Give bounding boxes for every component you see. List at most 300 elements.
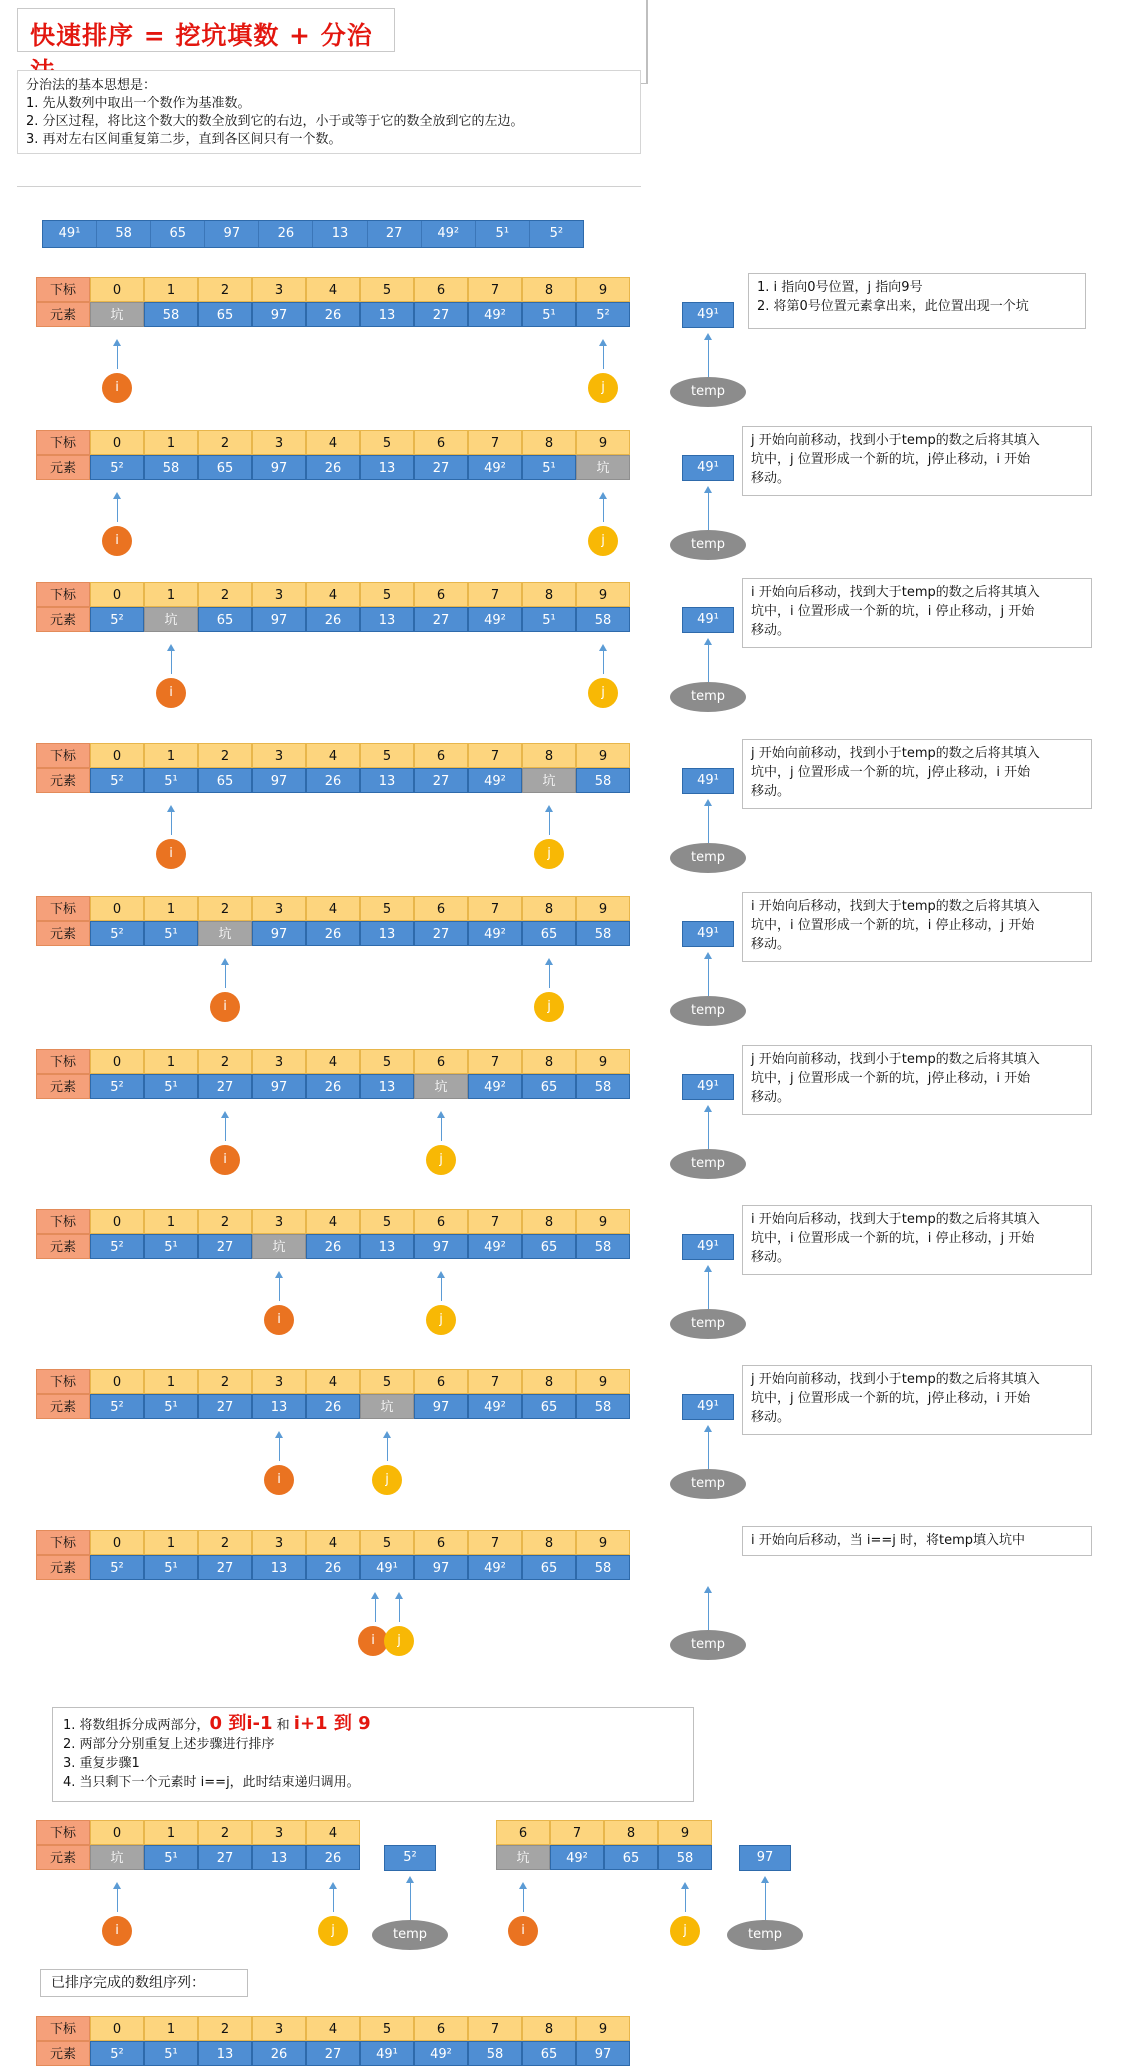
index-cell: 7 bbox=[468, 430, 522, 455]
temp-label: temp bbox=[670, 1469, 746, 1499]
index-cell: 6 bbox=[414, 2016, 468, 2041]
index-label: 下标 bbox=[36, 430, 90, 455]
element-cell: 26 bbox=[306, 1074, 360, 1099]
note-line: 移动。 bbox=[751, 937, 791, 952]
note-line: 移动。 bbox=[751, 623, 791, 638]
temp-label: temp bbox=[670, 377, 746, 407]
index-cell: 6 bbox=[414, 1209, 468, 1234]
index-cell: 2 bbox=[198, 2016, 252, 2041]
arrow-line bbox=[523, 1888, 524, 1912]
element-cell: 5¹ bbox=[144, 921, 198, 946]
temp-value: 49¹ bbox=[682, 302, 734, 328]
index-cell: 6 bbox=[414, 1530, 468, 1555]
note-line: j 开始向前移动，找到小于temp的数之后将其填入 bbox=[751, 746, 1040, 761]
index-cell: 3 bbox=[252, 277, 306, 302]
element-cell: 58 bbox=[576, 921, 630, 946]
index-cell: 0 bbox=[90, 1049, 144, 1074]
element-cell: 27 bbox=[414, 921, 468, 946]
element-cell: 97 bbox=[414, 1234, 468, 1259]
index-cell: 1 bbox=[144, 1820, 198, 1845]
element-cell: 65 bbox=[522, 1394, 576, 1419]
index-cell: 8 bbox=[522, 2016, 576, 2041]
pit-cell: 坑 bbox=[496, 1845, 550, 1870]
element-cell: 5² bbox=[90, 768, 144, 793]
element-cell: 13 bbox=[360, 302, 414, 327]
element-cell: 27 bbox=[198, 1394, 252, 1419]
index-cell: 1 bbox=[144, 896, 198, 921]
i-pointer: i bbox=[102, 373, 132, 403]
temp-label: temp bbox=[670, 530, 746, 560]
index-cell: 9 bbox=[576, 430, 630, 455]
title-box bbox=[17, 8, 395, 52]
element-cell: 58 bbox=[576, 1074, 630, 1099]
element-cell: 5¹ bbox=[144, 2041, 198, 2066]
index-cell: 1 bbox=[144, 1049, 198, 1074]
arrow-line bbox=[549, 964, 550, 988]
note-line: 坑中，j 位置形成一个新的坑，j停止移动，i 开始 bbox=[751, 1071, 1031, 1086]
j-pointer: j bbox=[534, 839, 564, 869]
element-cell: 5² bbox=[576, 302, 630, 327]
element-cell: 5² bbox=[90, 2041, 144, 2066]
summary-box bbox=[52, 1707, 694, 1802]
done-label: 已排序完成的数组序列： bbox=[40, 1969, 248, 1997]
temp-label: temp bbox=[727, 1920, 803, 1950]
temp-value: 49¹ bbox=[682, 455, 734, 481]
index-cell: 5 bbox=[360, 1209, 414, 1234]
array-cell: 26 bbox=[259, 221, 313, 247]
element-label: 元素 bbox=[36, 1555, 90, 1580]
arrow-line bbox=[117, 345, 118, 369]
step-note bbox=[742, 1205, 1092, 1275]
index-cell: 2 bbox=[198, 1049, 252, 1074]
array-cell: 97 bbox=[205, 221, 259, 247]
index-cell: 7 bbox=[468, 2016, 522, 2041]
index-cell: 1 bbox=[144, 743, 198, 768]
index-cell: 4 bbox=[306, 1209, 360, 1234]
index-cell: 7 bbox=[468, 1530, 522, 1555]
summary-line: 2. 两部分分别重复上述步骤进行排序 bbox=[63, 1737, 275, 1752]
j-pointer: j bbox=[384, 1626, 414, 1656]
note-line: 坑中，i 位置形成一个新的坑，i 停止移动，j 开始 bbox=[751, 604, 1035, 619]
arrow-line bbox=[441, 1277, 442, 1301]
element-cell: 13 bbox=[360, 1234, 414, 1259]
index-cell: 3 bbox=[252, 582, 306, 607]
element-label: 元素 bbox=[36, 1074, 90, 1099]
step-note bbox=[742, 1365, 1092, 1435]
note-line: 坑中，j 位置形成一个新的坑，j停止移动，i 开始 bbox=[751, 765, 1031, 780]
note-line: i 开始向后移动，找到大于temp的数之后将其填入 bbox=[751, 585, 1040, 600]
arrow-line bbox=[708, 339, 709, 377]
index-cell: 7 bbox=[468, 582, 522, 607]
temp-value: 49¹ bbox=[682, 607, 734, 633]
element-cell: 97 bbox=[576, 2041, 630, 2066]
index-cell: 0 bbox=[90, 582, 144, 607]
arrow-line bbox=[603, 650, 604, 674]
array-cell: 5¹ bbox=[476, 221, 530, 247]
element-cell: 97 bbox=[414, 1555, 468, 1580]
summary-and: 和 bbox=[272, 1718, 294, 1733]
element-cell: 26 bbox=[306, 1234, 360, 1259]
element-cell: 5¹ bbox=[522, 607, 576, 632]
element-cell: 13 bbox=[360, 1074, 414, 1099]
element-cell: 49² bbox=[468, 455, 522, 480]
index-cell: 7 bbox=[468, 1369, 522, 1394]
index-cell: 8 bbox=[522, 896, 576, 921]
element-cell: 5² bbox=[90, 1555, 144, 1580]
note-line: 坑中，j 位置形成一个新的坑，j停止移动，i 开始 bbox=[751, 1391, 1031, 1406]
j-pointer: j bbox=[670, 1916, 700, 1946]
arrow-line bbox=[549, 811, 550, 835]
element-cell: 26 bbox=[306, 302, 360, 327]
index-label: 下标 bbox=[36, 1209, 90, 1234]
step-note bbox=[742, 1526, 1092, 1556]
element-cell: 5² bbox=[90, 1234, 144, 1259]
index-cell: 3 bbox=[252, 430, 306, 455]
index-label: 下标 bbox=[36, 743, 90, 768]
index-cell: 1 bbox=[144, 1369, 198, 1394]
summary-line-1 bbox=[63, 1714, 683, 1735]
index-cell: 6 bbox=[414, 430, 468, 455]
note-line: 移动。 bbox=[751, 1410, 791, 1425]
index-cell: 3 bbox=[252, 1049, 306, 1074]
element-cell: 49² bbox=[468, 1555, 522, 1580]
element-cell: 58 bbox=[468, 2041, 522, 2066]
array-cell: 13 bbox=[313, 221, 367, 247]
index-cell: 4 bbox=[306, 1049, 360, 1074]
index-cell: 0 bbox=[90, 1820, 144, 1845]
element-cell: 5¹ bbox=[144, 1394, 198, 1419]
index-label: 下标 bbox=[36, 1369, 90, 1394]
element-cell: 58 bbox=[144, 455, 198, 480]
index-cell: 5 bbox=[360, 582, 414, 607]
arrow-line bbox=[603, 498, 604, 522]
temp-label: temp bbox=[670, 843, 746, 873]
array-cell: 65 bbox=[151, 221, 205, 247]
note-line: i 开始向后移动，当 i==j 时，将temp填入坑中 bbox=[751, 1533, 1026, 1548]
arrow-line bbox=[333, 1888, 334, 1912]
note-line: 坑中，j 位置形成一个新的坑，j停止移动，i 开始 bbox=[751, 452, 1031, 467]
index-cell: 5 bbox=[360, 1530, 414, 1555]
index-cell: 2 bbox=[198, 896, 252, 921]
arrow-line bbox=[765, 1882, 766, 1920]
range-right: i+1 到 9 bbox=[293, 1713, 371, 1734]
index-cell: 5 bbox=[360, 1049, 414, 1074]
step-note bbox=[748, 273, 1086, 329]
element-cell: 27 bbox=[198, 1234, 252, 1259]
step-note bbox=[742, 1045, 1092, 1115]
index-cell: 0 bbox=[90, 896, 144, 921]
element-cell: 27 bbox=[198, 1845, 252, 1870]
element-cell: 49¹ bbox=[360, 1555, 414, 1580]
element-cell: 58 bbox=[576, 1555, 630, 1580]
arrow-line bbox=[279, 1277, 280, 1301]
note-line: 2. 将第0号位置元素拿出来，此位置出现一个坑 bbox=[757, 299, 1029, 314]
j-pointer: j bbox=[426, 1145, 456, 1175]
element-cell: 49² bbox=[468, 768, 522, 793]
index-cell: 9 bbox=[576, 277, 630, 302]
element-cell: 65 bbox=[198, 302, 252, 327]
note-line: 1. i 指向0号位置，j 指向9号 bbox=[757, 280, 923, 295]
index-cell: 0 bbox=[90, 743, 144, 768]
temp-label: temp bbox=[670, 1309, 746, 1339]
index-cell: 7 bbox=[550, 1820, 604, 1845]
element-cell: 97 bbox=[414, 1394, 468, 1419]
index-cell: 2 bbox=[198, 1820, 252, 1845]
index-cell: 6 bbox=[496, 1820, 550, 1845]
index-cell: 8 bbox=[522, 582, 576, 607]
element-cell: 26 bbox=[306, 921, 360, 946]
i-pointer: i bbox=[102, 1916, 132, 1946]
element-cell: 27 bbox=[414, 302, 468, 327]
element-cell: 26 bbox=[306, 455, 360, 480]
arrow-line bbox=[603, 345, 604, 369]
index-cell: 9 bbox=[576, 1369, 630, 1394]
initial-array bbox=[42, 220, 584, 248]
element-cell: 58 bbox=[576, 768, 630, 793]
element-cell: 13 bbox=[198, 2041, 252, 2066]
element-cell: 97 bbox=[252, 607, 306, 632]
index-cell: 8 bbox=[522, 1530, 576, 1555]
index-cell: 6 bbox=[414, 277, 468, 302]
element-cell: 27 bbox=[198, 1074, 252, 1099]
index-cell: 0 bbox=[90, 2016, 144, 2041]
step-note bbox=[742, 739, 1092, 809]
temp-value: 5² bbox=[384, 1845, 436, 1871]
arrow-line bbox=[171, 811, 172, 835]
index-cell: 7 bbox=[468, 1049, 522, 1074]
index-label: 下标 bbox=[36, 582, 90, 607]
i-pointer: i bbox=[264, 1305, 294, 1335]
arrow-line bbox=[708, 1592, 709, 1630]
index-cell: 0 bbox=[90, 1209, 144, 1234]
j-pointer: j bbox=[534, 992, 564, 1022]
note-line: i 开始向后移动，找到大于temp的数之后将其填入 bbox=[751, 1212, 1040, 1227]
array-cell: 49² bbox=[422, 221, 476, 247]
arrow-line bbox=[399, 1598, 400, 1622]
element-cell: 58 bbox=[576, 1394, 630, 1419]
pit-cell: 坑 bbox=[198, 921, 252, 946]
element-cell: 26 bbox=[306, 1555, 360, 1580]
divider bbox=[640, 78, 648, 84]
note-line: j 开始向前移动，找到小于temp的数之后将其填入 bbox=[751, 433, 1040, 448]
element-cell: 13 bbox=[360, 768, 414, 793]
note-line: 坑中，i 位置形成一个新的坑，i 停止移动，j 开始 bbox=[751, 1231, 1035, 1246]
note-line: 坑中，i 位置形成一个新的坑，i 停止移动，j 开始 bbox=[751, 918, 1035, 933]
element-label: 元素 bbox=[36, 2041, 90, 2066]
arrow-line bbox=[708, 644, 709, 682]
element-cell: 49² bbox=[468, 302, 522, 327]
arrow-line bbox=[685, 1888, 686, 1912]
element-cell: 27 bbox=[414, 455, 468, 480]
element-cell: 27 bbox=[198, 1555, 252, 1580]
index-cell: 2 bbox=[198, 1369, 252, 1394]
arrow-line bbox=[708, 1111, 709, 1149]
note-line: 移动。 bbox=[751, 784, 791, 799]
j-pointer: j bbox=[318, 1916, 348, 1946]
array-cell: 58 bbox=[97, 221, 151, 247]
index-cell: 2 bbox=[198, 743, 252, 768]
index-cell: 1 bbox=[144, 582, 198, 607]
divider bbox=[17, 186, 641, 187]
index-cell: 2 bbox=[198, 1530, 252, 1555]
j-pointer: j bbox=[426, 1305, 456, 1335]
index-cell: 0 bbox=[90, 277, 144, 302]
index-cell: 1 bbox=[144, 1209, 198, 1234]
divider bbox=[646, 0, 648, 84]
arrow-line bbox=[708, 1271, 709, 1309]
arrow-line bbox=[410, 1882, 411, 1920]
element-cell: 58 bbox=[658, 1845, 712, 1870]
element-label: 元素 bbox=[36, 921, 90, 946]
j-pointer: j bbox=[372, 1465, 402, 1495]
element-cell: 27 bbox=[306, 2041, 360, 2066]
index-cell: 4 bbox=[306, 582, 360, 607]
index-cell: 8 bbox=[522, 277, 576, 302]
element-cell: 5² bbox=[90, 1074, 144, 1099]
arrow-line bbox=[708, 492, 709, 530]
temp-label: temp bbox=[670, 1630, 746, 1660]
index-cell: 5 bbox=[360, 1369, 414, 1394]
pit-cell: 坑 bbox=[576, 455, 630, 480]
element-cell: 65 bbox=[198, 455, 252, 480]
index-cell: 5 bbox=[360, 743, 414, 768]
arrow-line bbox=[441, 1117, 442, 1141]
element-cell: 65 bbox=[522, 1234, 576, 1259]
intro-box bbox=[17, 70, 641, 154]
element-label: 元素 bbox=[36, 302, 90, 327]
note-line: j 开始向前移动，找到小于temp的数之后将其填入 bbox=[751, 1052, 1040, 1067]
note-line: i 开始向后移动，找到大于temp的数之后将其填入 bbox=[751, 899, 1040, 914]
index-cell: 8 bbox=[604, 1820, 658, 1845]
arrow-line bbox=[117, 1888, 118, 1912]
element-cell: 49² bbox=[468, 1394, 522, 1419]
i-pointer: i bbox=[156, 839, 186, 869]
element-cell: 13 bbox=[360, 607, 414, 632]
index-cell: 3 bbox=[252, 743, 306, 768]
index-cell: 5 bbox=[360, 430, 414, 455]
element-label: 元素 bbox=[36, 1234, 90, 1259]
index-cell: 4 bbox=[306, 896, 360, 921]
index-cell: 3 bbox=[252, 1209, 306, 1234]
index-cell: 9 bbox=[576, 582, 630, 607]
index-cell: 5 bbox=[360, 896, 414, 921]
pit-cell: 坑 bbox=[414, 1074, 468, 1099]
pit-cell: 坑 bbox=[522, 768, 576, 793]
temp-label: temp bbox=[670, 1149, 746, 1179]
element-cell: 65 bbox=[522, 921, 576, 946]
element-cell: 97 bbox=[252, 768, 306, 793]
arrow-line bbox=[708, 958, 709, 996]
index-label: 下标 bbox=[36, 1820, 90, 1845]
summary-line: 4. 当只剩下一个元素时 i==j，此时结束递归调用。 bbox=[63, 1775, 360, 1790]
pit-cell: 坑 bbox=[90, 1845, 144, 1870]
element-cell: 65 bbox=[198, 768, 252, 793]
note-line: j 开始向前移动，找到小于temp的数之后将其填入 bbox=[751, 1372, 1040, 1387]
temp-value: 49¹ bbox=[682, 921, 734, 947]
i-pointer: i bbox=[264, 1465, 294, 1495]
element-cell: 97 bbox=[252, 921, 306, 946]
temp-value: 49¹ bbox=[682, 1234, 734, 1260]
element-cell: 5² bbox=[90, 921, 144, 946]
index-cell: 9 bbox=[658, 1820, 712, 1845]
arrow-line bbox=[225, 964, 226, 988]
element-cell: 65 bbox=[522, 1555, 576, 1580]
index-cell: 9 bbox=[576, 1209, 630, 1234]
element-cell: 97 bbox=[252, 302, 306, 327]
intro-line: 3. 再对左右区间重复第二步，直到各区间只有一个数。 bbox=[26, 132, 342, 147]
element-label: 元素 bbox=[36, 768, 90, 793]
index-cell: 2 bbox=[198, 430, 252, 455]
element-cell: 5¹ bbox=[144, 1234, 198, 1259]
index-cell: 4 bbox=[306, 2016, 360, 2041]
intro-heading: 分治法的基本思想是： bbox=[26, 78, 157, 93]
page-title: 快速排序 = 挖坑填数 + 分治 bbox=[30, 21, 373, 50]
element-cell: 97 bbox=[252, 1074, 306, 1099]
j-pointer: j bbox=[588, 373, 618, 403]
temp-value: 97 bbox=[739, 1845, 791, 1871]
element-cell: 5¹ bbox=[144, 1845, 198, 1870]
element-label: 元素 bbox=[36, 607, 90, 632]
element-cell: 5¹ bbox=[144, 1074, 198, 1099]
note-line: 移动。 bbox=[751, 1090, 791, 1105]
element-cell: 5¹ bbox=[144, 768, 198, 793]
index-cell: 5 bbox=[360, 2016, 414, 2041]
index-cell: 2 bbox=[198, 277, 252, 302]
pit-cell: 坑 bbox=[360, 1394, 414, 1419]
index-cell: 8 bbox=[522, 743, 576, 768]
i-pointer: i bbox=[210, 1145, 240, 1175]
arrow-line bbox=[708, 805, 709, 843]
temp-label: temp bbox=[372, 1920, 448, 1950]
step-note bbox=[742, 892, 1092, 962]
arrow-line bbox=[387, 1437, 388, 1461]
note-line: 移动。 bbox=[751, 1250, 791, 1265]
index-cell: 6 bbox=[414, 1049, 468, 1074]
element-cell: 49² bbox=[468, 1074, 522, 1099]
element-cell: 13 bbox=[252, 1555, 306, 1580]
pit-cell: 坑 bbox=[252, 1234, 306, 1259]
i-pointer: i bbox=[358, 1626, 388, 1656]
element-cell: 65 bbox=[522, 1074, 576, 1099]
temp-value: 49¹ bbox=[682, 1394, 734, 1420]
element-cell: 27 bbox=[414, 768, 468, 793]
index-cell: 3 bbox=[252, 1820, 306, 1845]
element-cell: 58 bbox=[576, 607, 630, 632]
summary-line: 3. 重复步骤1 bbox=[63, 1756, 140, 1771]
index-cell: 7 bbox=[468, 1209, 522, 1234]
temp-label: temp bbox=[670, 682, 746, 712]
index-label: 下标 bbox=[36, 1530, 90, 1555]
index-cell: 7 bbox=[468, 743, 522, 768]
j-pointer: j bbox=[588, 678, 618, 708]
element-cell: 97 bbox=[252, 455, 306, 480]
index-cell: 5 bbox=[360, 277, 414, 302]
index-cell: 4 bbox=[306, 743, 360, 768]
array-cell: 5² bbox=[549, 226, 564, 241]
pit-cell: 坑 bbox=[144, 607, 198, 632]
index-cell: 8 bbox=[522, 430, 576, 455]
index-cell: 6 bbox=[414, 896, 468, 921]
element-cell: 27 bbox=[414, 607, 468, 632]
arrow-line bbox=[708, 1431, 709, 1469]
element-cell: 49² bbox=[468, 921, 522, 946]
element-cell: 13 bbox=[252, 1845, 306, 1870]
index-cell: 0 bbox=[90, 1369, 144, 1394]
element-cell: 65 bbox=[604, 1845, 658, 1870]
note-line: 移动。 bbox=[751, 471, 791, 486]
index-cell: 3 bbox=[252, 1530, 306, 1555]
index-cell: 6 bbox=[414, 582, 468, 607]
